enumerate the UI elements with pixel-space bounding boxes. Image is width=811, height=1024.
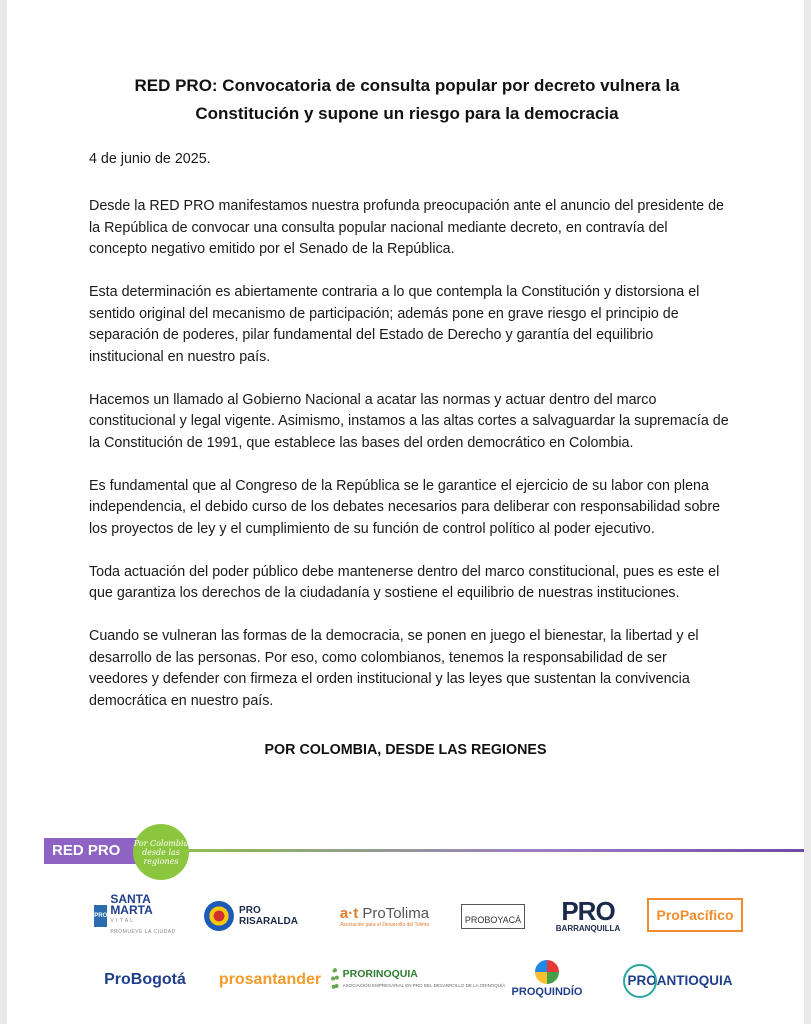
protolima-mark-icon: a·t [339, 904, 359, 922]
logo-subtext: BARRANQUILLA [555, 923, 621, 933]
protolima-logo [327, 898, 442, 934]
paragraph-3: Hacemos un llamado al Gobierno Nacional a acatar las normas y actuar dentro del marco constitucional y legal vigente. Asimismo, instamos a las altas cortes a salvaguardar la supremacía de la Constitución de 1991, que establece las bases del orden democrático en Colombia. [89, 391, 729, 451]
pro-badge-icon: PRO [94, 905, 107, 927]
footer-divider [157, 849, 804, 852]
propacifico-logo: ProPacífico [647, 898, 743, 932]
logo-text: RISARALDA [239, 916, 298, 927]
logo-text: MARTA [110, 903, 153, 917]
proboyaca-logo [457, 896, 529, 936]
logo-subtext: V I T A L [110, 918, 134, 924]
tagline-badge: Por Colombia desde las regiones [133, 824, 189, 880]
logo-subtext: PROMUEVE LA CIUDAD [110, 929, 176, 935]
paragraph-6: Cuando se vulneran las formas de la democracia, se ponen en juego el bienestar, la libertad y el desarrollo de las personas. Por eso, como colombianos, tenemos la responsabilidad de ser veedores y defender con firmeza el orden institucional y las leyes que sustentan la convivencia democrática en nuestro país. [89, 628, 699, 709]
red-pro-logo: RED PRO [44, 838, 142, 864]
document-title [67, 72, 747, 128]
paragraph-4: Es fundamental que al Congreso de la República se le garantice el ejercicio de su labor con plena independencia, el debido curso de los debates necesarios para deliberar con responsabilidad sobre los proyectos de ley y el cumplimiento de su función de control político al poder ejecutivo. [89, 477, 721, 537]
closing-slogan: POR COLOMBIA, DESDE LAS REGIONES [264, 742, 547, 758]
logo-text: ProTolima [362, 904, 430, 922]
prorinoquia-ring-icon [331, 968, 339, 992]
proquindio-flower-icon [535, 960, 559, 984]
risaralda-emblem-icon [204, 901, 234, 931]
logo-text: PROANTIOQUIA [627, 972, 733, 988]
prosantander-logo: prosantander [218, 971, 322, 988]
document-page [7, 0, 804, 1024]
paragraph-1: Desde la RED PRO manifestamos nuestra profunda preocupación ante el anuncio del presidente de la República de convocar una consulta popular nacional mediante decreto, en contravía del concepto negativo emitido por el Senado de la República. [89, 198, 725, 257]
pro-risaralda-logo [197, 896, 305, 936]
logo-subtext: ASOCIACIÓN EMPRESARIAL EN PRO DEL DESARROLLO DE LA ORINOQUÍA [342, 983, 506, 988]
logo-text: PRO [239, 905, 261, 916]
logo-text: PRORINOQUIA [342, 968, 418, 980]
logo-text: PRO [561, 895, 615, 926]
document-date: 4 de junio de 2025. [89, 151, 211, 167]
prorinoquia-logo [342, 960, 506, 1000]
title-line-1: RED PRO: Convocatoria de consulta popular por decreto vulnera la [134, 76, 680, 95]
pro-santa-marta-logo [94, 892, 176, 936]
title-line-2: Constitución y supone un riesgo para la democracia [195, 104, 619, 123]
logo-text: SANTA [110, 892, 151, 906]
proantioquia-ring-icon [623, 964, 657, 998]
paragraph-5: Toda actuación del poder público debe mantenerse dentro del marco constitucional, pues es este el que garantiza los derechos de la ciudadanía y sostiene el equilibrio de nuestras instituciones. [89, 563, 720, 601]
logo-subtext: Asociación para el Desarrollo del Tolima [340, 921, 429, 928]
pro-barranquilla-logo [543, 894, 633, 936]
proquindio-logo [501, 954, 593, 1004]
probogota-logo: ProBogotá [104, 971, 186, 988]
proantioquia-logo [621, 962, 739, 998]
logo-text: PROBOYACÁ [461, 904, 525, 929]
document-body [89, 196, 729, 734]
logo-text: PROQUINDÍO [511, 986, 583, 998]
paragraph-2: Esta determinación es abiertamente contraria a lo que contempla la Constitución y distorsiona el sentido original del mecanismo de participación; además pone en grave riesgo el principio de separación de poderes, pilar fundamental del Estado de Derecho y garantía del equilibrio institucional en nuestro país. [89, 284, 700, 365]
